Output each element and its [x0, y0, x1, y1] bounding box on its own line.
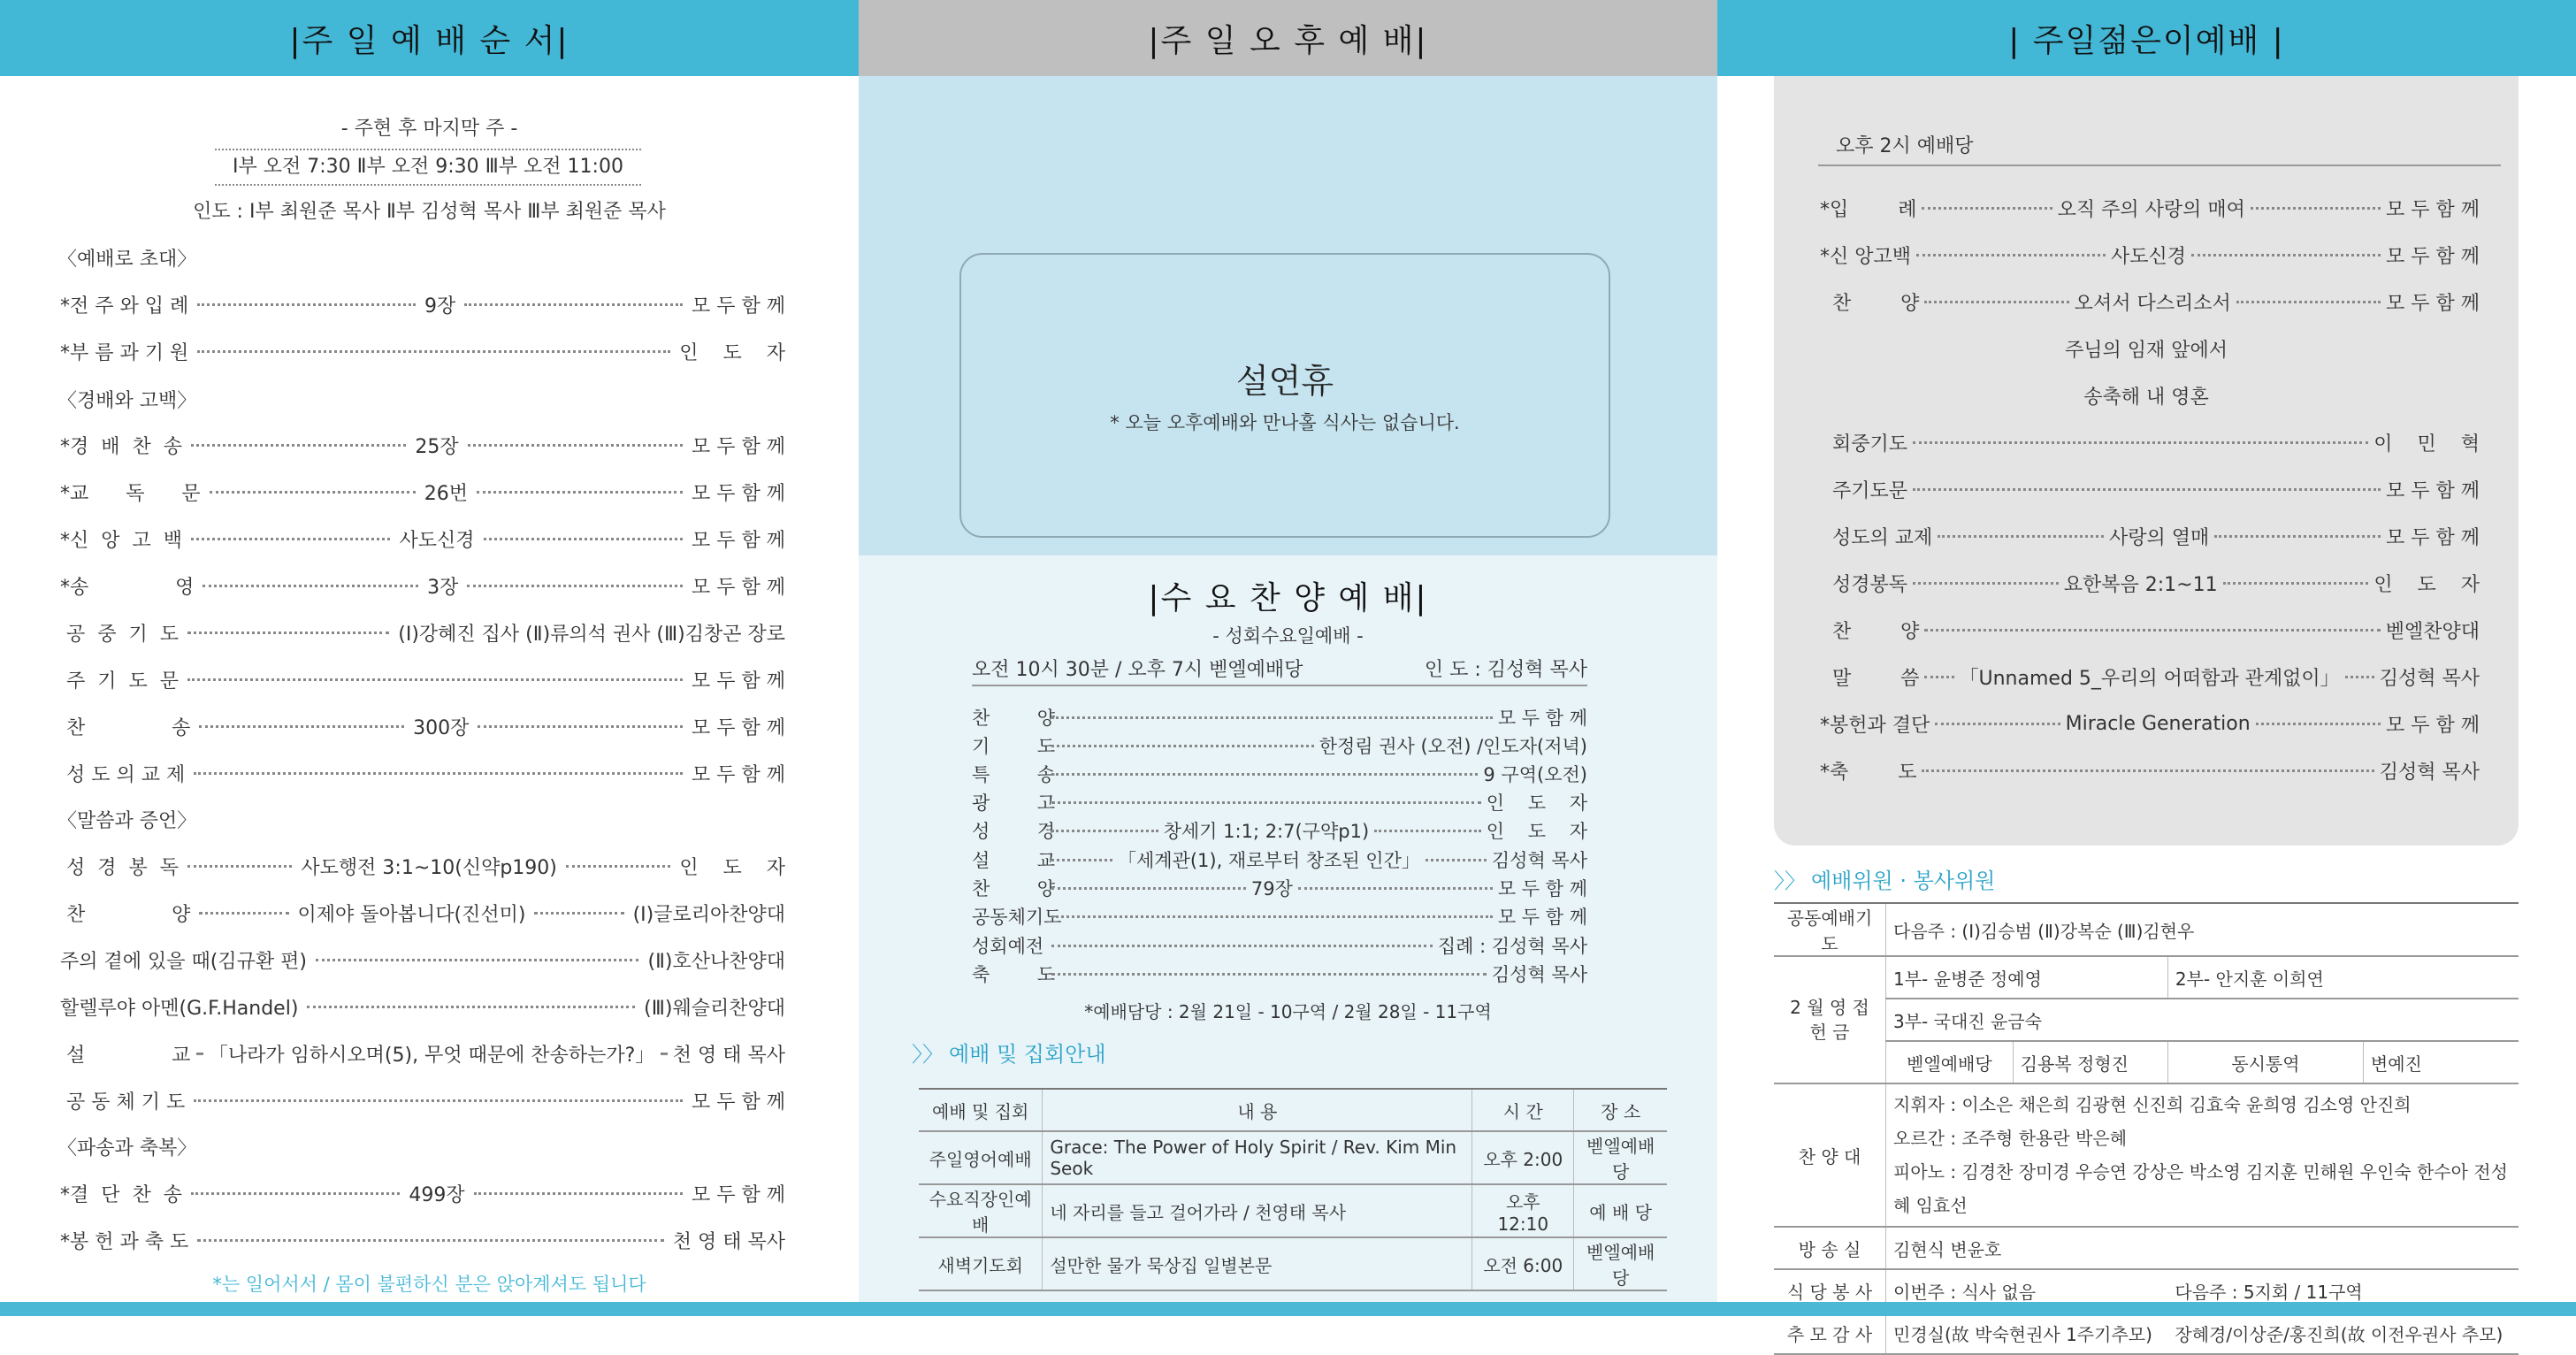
item-content: 한정림 권사 (오전) /인도자(저녁): [1319, 736, 1587, 757]
order-item: [1820, 429, 2480, 455]
item-content: 주의 곁에 있을 때(김규환 편): [60, 950, 307, 973]
item-label: *교 독 문: [60, 482, 201, 505]
item-content: 「세계관(1), 재로부터 창조된 인간」: [1118, 850, 1420, 871]
table-cell: 새벽기도회: [919, 1237, 1043, 1290]
item-right: 김성혁 목사: [2379, 667, 2480, 690]
dot-leader: [1051, 973, 1487, 976]
dot-leader: [1916, 254, 2106, 256]
item-label: *송 영: [60, 576, 195, 599]
item-label: *신 앙고백: [1820, 245, 1912, 268]
dot-leader: [2223, 582, 2369, 585]
item-content: 25장: [415, 435, 459, 458]
dot-leader: [199, 725, 404, 728]
dot-leader: [2256, 723, 2381, 725]
dot-leader: [468, 444, 683, 447]
greeting-label: 2 월 영 접 헌 금: [1774, 956, 1886, 1083]
item-content: 할렐루야 아멘(G.F.Handel): [60, 997, 299, 1020]
order-item: [60, 666, 785, 693]
item-content: Miracle Generation: [2065, 712, 2251, 735]
youth-service-column: [1717, 0, 2576, 1345]
table-cell: 예 배 당: [1574, 1184, 1667, 1237]
dot-leader: [477, 491, 683, 494]
item-right: 인 도 자: [1486, 821, 1588, 842]
dot-leader: [1922, 207, 2052, 210]
table-cell: 네 자리를 들고 걸어가라 / 천영태 목사: [1043, 1184, 1472, 1237]
item-right: 인 도 자: [679, 856, 786, 879]
dot-leader: [2251, 207, 2381, 210]
table-row: [1774, 1041, 2519, 1083]
divider: [1818, 165, 2501, 166]
greeting-cell: 동시통역: [2167, 1041, 2363, 1083]
item-right: 모 두 함 께: [1497, 907, 1587, 928]
dot-leader: [194, 1099, 683, 1102]
item-label: 찬 양: [60, 903, 191, 926]
item-right: 모 두 함 께: [1497, 878, 1587, 900]
item-label: *봉헌과 결단: [1820, 714, 1930, 737]
table-row: [919, 1131, 1667, 1184]
item-content: 26번: [424, 482, 468, 505]
dot-leader: [1935, 723, 2060, 725]
item-label: 성 경 봉 독: [60, 856, 179, 879]
item-right: 모 두 함 께: [2386, 198, 2480, 221]
item-label: 공동체기도: [972, 907, 1062, 928]
item-label: 성도의 교제: [1820, 526, 1933, 549]
dot-leader: [1938, 535, 2104, 538]
order-item: [1820, 570, 2480, 596]
item-label: 성 경: [972, 821, 1055, 842]
item-label: 광 고: [972, 792, 1055, 814]
item-label: *부 름 과 기 원: [60, 341, 189, 364]
table-row: [1774, 956, 2519, 999]
item-right: 모 두 함 께: [692, 1183, 785, 1206]
dot-leader: [199, 912, 288, 915]
dot-leader: [1913, 582, 2059, 585]
dot-leader: [197, 303, 416, 306]
order-item: [1820, 616, 2480, 643]
greeting-third: 3부- 국대진 윤금숙: [1886, 999, 2519, 1041]
item-label: 찬 양: [972, 708, 1055, 729]
order-item: [60, 853, 785, 879]
holiday-notice-box: [959, 253, 1610, 538]
greeting-cell: 변예진: [2363, 1041, 2519, 1083]
item-content: 사랑의 열매: [2109, 526, 2210, 549]
order-item: [1820, 195, 2480, 221]
order-item: [1820, 523, 2480, 549]
item-right: 김성혁 목사: [1491, 964, 1587, 985]
table-cell: 오후 12:10: [1472, 1184, 1574, 1237]
item-label: 공 중 기 도: [60, 623, 179, 646]
order-item: [972, 733, 1587, 758]
section-heading: 〈예배로 초대〉: [57, 249, 197, 271]
item-label: 주 기 도 문: [60, 670, 179, 693]
item-label: 축 도: [972, 964, 1055, 985]
order-item: [1820, 288, 2480, 315]
afternoon-service-title: |주 일 오 후 예 배|: [859, 0, 1717, 76]
item-label: 회중기도: [1820, 433, 1907, 455]
item-right: 모 두 함 께: [692, 763, 785, 786]
order-item: [972, 762, 1587, 786]
item-label: *축 도: [1820, 761, 1917, 784]
item-label: *신 앙 고 백: [60, 529, 182, 552]
item-label: *입 례: [1820, 198, 1917, 221]
dot-leader: [1051, 745, 1314, 747]
order-item: [60, 760, 785, 786]
dot-leader: [2191, 254, 2381, 256]
table-cell: 주일영어예배: [919, 1131, 1043, 1184]
table-cell: 오후 2:00: [1472, 1131, 1574, 1184]
table-row: [1774, 1227, 2519, 1269]
memorial-first: 민경실(故 박숙현권사 1주기추모): [1886, 1312, 2168, 1354]
item-right: 모 두 함 께: [2386, 479, 2480, 502]
greeting-cell: 벧엘예배당: [1886, 1041, 2014, 1083]
item-label: 찬 양: [1820, 620, 1920, 643]
staff-heading: [1774, 863, 1995, 894]
dot-leader: [1298, 887, 1493, 890]
item-right: 모 두 함 께: [692, 529, 786, 552]
item-label: 찬 송: [60, 716, 191, 739]
item-right: 천 영 태 목사: [672, 1044, 785, 1067]
table-cell: 오전 6:00: [1472, 1237, 1574, 1290]
order-item: [60, 993, 785, 1020]
item-content: 창세기 1:1; 2:7(구약p1): [1163, 821, 1370, 842]
meal-label: 식 당 봉 사: [1774, 1269, 1886, 1312]
item-label: *봉 헌 과 축 도: [60, 1230, 189, 1253]
double-chevron-icon: 〉〉: [1774, 869, 1806, 893]
dot-leader: [484, 538, 684, 540]
choir-organ: 오르간 : 조주형 한용란 박은혜: [1893, 1128, 2128, 1149]
greeting-cell: 김용복 정형진: [2013, 1041, 2167, 1083]
item-right: 모 두 함 께: [692, 435, 785, 458]
dot-leader: [474, 1192, 683, 1195]
dot-leader: [197, 350, 670, 353]
dot-leader: [467, 585, 683, 587]
dot-leader: [1051, 801, 1481, 804]
wednesday-service-subtitle: - 성회수요일예배 -: [1212, 625, 1364, 647]
order-item: [60, 291, 785, 318]
order-item: [1820, 663, 2480, 690]
order-item: [60, 1227, 785, 1253]
memorial-label: 추 모 감 사: [1774, 1312, 1886, 1354]
column-header: 시 간: [1472, 1089, 1574, 1131]
item-right: 모 두 함 께: [692, 1091, 785, 1114]
meal-this-week: 이번주 : 식사 없음: [1886, 1269, 2168, 1312]
item-content: 이제야 돌아봅니다(진선미): [297, 903, 526, 926]
standing-note: *는 일어서서 / 몸이 불편하신 분은 앉아계셔도 됩니다: [212, 1274, 646, 1295]
order-item: [972, 705, 1587, 730]
memorial-second: 장혜경/이상준/홍진희(故 이전우권사 추모): [2167, 1312, 2519, 1354]
dot-leader: [1051, 859, 1112, 861]
dot-leader: [187, 632, 389, 634]
order-item: [60, 572, 785, 599]
order-item: [972, 818, 1587, 843]
table-cell: 설만한 물가 묵상집 일별본문: [1043, 1237, 1472, 1290]
dot-leader: [2345, 676, 2374, 678]
dot-leader: [1922, 769, 2373, 772]
item-content: 오셔서 다스리소서: [2074, 292, 2231, 315]
praise-song: 주님의 임재 앞에서: [2064, 340, 2228, 362]
item-right: (Ⅰ)글로리아찬양대: [632, 903, 786, 926]
dot-leader: [663, 1053, 664, 1055]
dot-leader: [1051, 773, 1478, 776]
item-label: 성 도 의 교 제: [60, 763, 186, 786]
broadcast-label: 방 송 실: [1774, 1227, 1886, 1269]
item-right: 천 영 태 목사: [672, 1230, 785, 1253]
choir-piano: 피아노 : 김경찬 장미경 우승연 강상은 박소영 김지훈 민해원 우인숙 한수아 전성혜 임효선: [1893, 1161, 2508, 1216]
item-right: 9 구역(오전): [1483, 764, 1587, 785]
dot-leader: [1051, 915, 1493, 918]
service-leaders: 인도 : Ⅰ부 최원준 목사 Ⅱ부 김성혁 목사 Ⅲ부 최원준 목사: [193, 201, 666, 223]
item-right: 인 도 자: [2373, 573, 2480, 596]
item-content: (Ⅰ)강혜진 집사 (Ⅱ)류의석 권사 (Ⅲ)김창곤 장로: [398, 623, 785, 646]
praise-song: 송축해 내 영혼: [2083, 387, 2209, 409]
staff-table: [1774, 902, 2519, 1355]
item-right: 모 두 함 께: [2386, 526, 2480, 549]
order-item: [972, 961, 1587, 986]
column-header: 장 소: [1574, 1089, 1667, 1131]
item-label: 특 송: [972, 764, 1055, 785]
sunday-service-title: |주 일 예 배 순 서|: [0, 0, 859, 76]
item-right: 모 두 함 께: [1497, 708, 1587, 729]
item-right: (Ⅱ)호산나찬양대: [647, 950, 785, 973]
dot-leader: [191, 538, 391, 540]
holiday-title: 설연휴: [1235, 362, 1334, 401]
order-item: [1820, 710, 2480, 737]
order-item: [60, 432, 785, 458]
dot-leader: [1924, 629, 2380, 632]
item-right: 모 두 함 께: [2386, 245, 2480, 268]
item-label: *전 주 와 입 례: [60, 295, 189, 318]
item-right: 모 두 함 께: [692, 670, 785, 693]
dot-leader: [316, 959, 639, 961]
wednesday-time: 오전 10시 30분 / 오후 7시 벧엘예배당: [972, 659, 1303, 681]
dot-leader: [1924, 676, 1953, 678]
item-right: 모 두 함 께: [2386, 714, 2480, 737]
section-heading: 〈말씀과 증언〉: [57, 810, 197, 832]
table-cell: 수요직장인예배: [919, 1184, 1043, 1237]
dot-leader: [1913, 488, 2381, 491]
item-right: (Ⅲ)웨슬리찬양대: [644, 997, 785, 1020]
item-content: 사도신경: [399, 529, 475, 552]
order-item: [60, 713, 785, 739]
item-content: 「나라가 임하시오며(5), 무엇 때문에 찬송하는가?」: [208, 1044, 655, 1067]
choir-label: 찬 양 대: [1774, 1083, 1886, 1227]
dot-leader: [210, 491, 416, 494]
item-content: 오직 주의 사랑의 매여: [2057, 198, 2245, 221]
double-chevron-icon: 〉〉: [912, 1042, 944, 1067]
item-content: 사도행전 3:1~10(신약p190): [301, 856, 557, 879]
section-heading: 〈파송과 축복〉: [57, 1137, 197, 1160]
dot-leader: [1924, 301, 2068, 303]
dot-leader: [187, 865, 292, 868]
dot-leader: [1051, 887, 1246, 890]
order-item: [60, 946, 785, 973]
item-right: 집례 : 김성혁 목사: [1437, 936, 1587, 957]
item-right: 모 두 함 께: [2386, 292, 2480, 315]
dot-leader: [194, 772, 683, 775]
order-item: [972, 933, 1587, 958]
dot-leader: [1426, 859, 1487, 861]
dot-leader: [199, 1053, 200, 1055]
item-right: 벧엘찬양대: [2385, 620, 2480, 643]
table-row: [1774, 999, 2519, 1041]
order-item: [972, 876, 1587, 900]
item-right: 이 민 혁: [2373, 433, 2480, 455]
item-right: 모 두 함 께: [692, 295, 786, 318]
item-content: 「Unnamed 5_우리의 어떠함과 관계없이」: [1959, 667, 2340, 690]
choir-value: [1886, 1083, 2519, 1227]
table-cell: Grace: The Power of Holy Spirit / Rev. Kim Min Seok: [1043, 1131, 1472, 1184]
dot-leader: [197, 1239, 664, 1242]
item-content: 3장: [427, 576, 459, 599]
item-right: 인 도 자: [679, 341, 785, 364]
dot-leader: [1051, 945, 1433, 947]
item-content: 300장: [413, 716, 470, 739]
dot-leader: [1051, 716, 1493, 719]
item-right: 모 두 함 께: [692, 716, 785, 739]
dot-leader: [191, 444, 406, 447]
order-item: [972, 847, 1587, 872]
choir-conductor: 지휘자 : 이소은 채은희 김광현 신진희 김효숙 윤희영 김소영 안진희: [1893, 1094, 2412, 1115]
order-item: [60, 525, 785, 552]
week-subtitle: - 주현 후 마지막 주 -: [340, 118, 518, 140]
item-label: *경 배 찬 송: [60, 435, 182, 458]
table-row: [1774, 1083, 2519, 1227]
item-right: 모 두 함 께: [692, 576, 786, 599]
table-row: [919, 1237, 1667, 1290]
item-label: 기 도: [972, 736, 1055, 757]
item-label: 성경봉독: [1820, 573, 1907, 596]
order-item: [1820, 241, 2480, 268]
order-item: [60, 338, 785, 364]
order-item: [60, 478, 785, 505]
sunday-service-column: [0, 0, 859, 1302]
youth-service-panel: [1774, 76, 2519, 846]
order-item: [60, 1180, 785, 1206]
item-right: 인 도 자: [1486, 792, 1587, 814]
column-header: 예배 및 집회: [919, 1089, 1043, 1131]
dot-leader: [307, 1006, 635, 1008]
dot-leader: [191, 1192, 400, 1195]
section-heading: 〈경배와 고백〉: [57, 390, 197, 412]
table-cell: 벧엘예배당: [1574, 1131, 1667, 1184]
item-right: 김성혁 목사: [1491, 850, 1587, 871]
bottom-bar: [0, 1302, 2576, 1316]
item-label: 성회예전: [972, 936, 1044, 957]
broadcast-value: 김현식 변윤호: [1886, 1227, 2519, 1269]
table-cell: 벧엘예배당: [1574, 1237, 1667, 1290]
order-item: [972, 904, 1587, 929]
dot-leader: [203, 585, 418, 587]
table-row: [919, 1184, 1667, 1237]
joint-prayer-value: 다음주 : (Ⅰ)김승범 (Ⅱ)강복순 (Ⅲ)김현우: [1886, 903, 2519, 956]
dot-leader: [1913, 441, 2368, 444]
table-row: [1774, 903, 2519, 956]
wednesday-footnote: *예배담당 : 2월 21일 - 10구역 / 2월 28일 - 11구역: [1084, 1001, 1492, 1022]
service-times: Ⅰ부 오전 7:30 Ⅱ부 오전 9:30 Ⅲ부 오전 11:00: [215, 149, 641, 186]
meal-next-week: 다음주 : 5지회 / 11구역: [2167, 1269, 2519, 1312]
order-item: [60, 1040, 785, 1067]
dot-leader: [464, 303, 683, 306]
item-label: 설 교: [972, 850, 1055, 871]
afternoon-service-column: [859, 0, 1717, 1302]
table-row: [1774, 1312, 2519, 1354]
order-item: [1820, 757, 2480, 784]
item-right: 김성혁 목사: [2379, 761, 2480, 784]
item-content: 요한복음 2:1~11: [2063, 573, 2218, 596]
youth-service-title: | 주일젊은이예배 |: [1717, 0, 2576, 76]
order-item: [972, 790, 1587, 815]
meetings-table: [919, 1088, 1667, 1291]
item-label: 공 동 체 기 도: [60, 1091, 186, 1114]
item-label: 말 씀: [1820, 667, 1920, 690]
dot-leader: [534, 912, 623, 915]
order-item: [1820, 476, 2480, 502]
dot-leader: [1374, 830, 1481, 832]
dot-leader: [1051, 830, 1158, 832]
item-content: 499장: [409, 1183, 465, 1206]
order-item: [60, 1087, 785, 1114]
item-content: 79장: [1250, 878, 1293, 900]
order-item: [60, 900, 785, 926]
wednesday-leader: 인 도 : 김성혁 목사: [1424, 659, 1587, 681]
item-label: *결 단 찬 송: [60, 1183, 182, 1206]
order-item: [60, 619, 785, 646]
dot-leader: [2214, 535, 2381, 538]
item-label: 찬 양: [1820, 292, 1920, 315]
wednesday-info-line: [972, 653, 1587, 686]
dot-leader: [187, 678, 683, 681]
greeting-first: 1부- 윤병준 정예영: [1886, 956, 2168, 999]
item-label: 설 교: [60, 1044, 191, 1067]
item-content: 9장: [424, 295, 456, 318]
holiday-note: * 오늘 오후예배와 만나홀 식사는 없습니다.: [1110, 412, 1460, 433]
column-header: 내 용: [1043, 1089, 1472, 1131]
item-label: 찬 양: [972, 878, 1055, 900]
joint-prayer-label: 공동예배기도: [1774, 903, 1886, 956]
meetings-heading: [912, 1037, 1106, 1068]
greeting-second: 2부- 안지훈 이희연: [2167, 956, 2519, 999]
youth-location: 오후 2시 예배당: [1836, 135, 1974, 157]
dot-leader: [478, 725, 683, 728]
staff-heading-label: 예배위원 · 봉사위원: [1811, 869, 1996, 893]
item-content: 사도신경: [2111, 245, 2187, 268]
meetings-heading-label: 예배 및 집회안내: [949, 1042, 1106, 1067]
dot-leader: [566, 865, 670, 868]
item-label: 주기도문: [1820, 479, 1907, 502]
wednesday-service-title: |수 요 찬 양 예 배|: [1148, 580, 1428, 616]
afternoon-panel: [859, 76, 1717, 555]
item-right: 모 두 함 께: [692, 482, 785, 505]
dot-leader: [2236, 301, 2381, 303]
